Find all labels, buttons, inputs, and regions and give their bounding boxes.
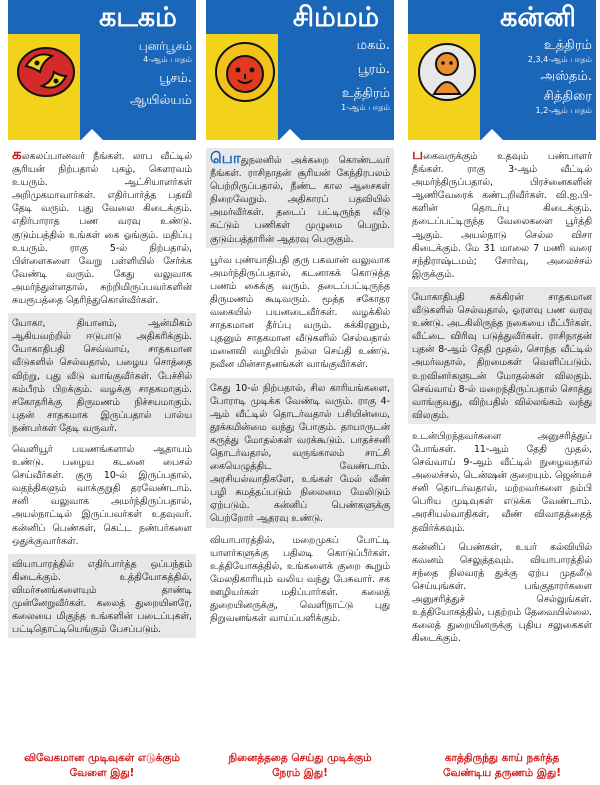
star-name: சித்திரை bbox=[543, 89, 592, 104]
drop-letter: பொ bbox=[210, 149, 241, 167]
rasi-title: சிம்மம் bbox=[292, 2, 380, 33]
star-name: மகம். bbox=[356, 38, 390, 53]
paragraph: பூர்வ புண்யாதிபதி குரு பகவான் வலுவாக அமர்ந்திருப்பதால், கடனாகக் கொடுத்த பணம் கைக்கு வரும். தடைப்பட்டிருந்த திருமணம் கூடிவரும். மூத்த சகோதர வகையில் பயனடைவீர்கள். வழக்கில் சாதகமான தீர்ப்பு வரும். சுக்கிரனும், புதனும் சாதகமான வீடுகளில் செல்வதால் மனைவி வழியில் நல்ல செய்தி உண்டு. நவீன மின்சாதனங்கள் வாங்குவீர்கள். bbox=[210, 254, 390, 371]
rasi-body bbox=[408, 140, 596, 645]
rasi-footer: விவேகமான முடிவுகள் எடுக்கும் வேளை இது! bbox=[24, 752, 180, 779]
paragraph: கேது 10-ல் நிற்பதால், சில காரியங்களை, போராடி முடிக்க வேண்டி வரும். ராகு 4-ஆம் வீட்டில் தொடர்வதால் பசியின்மை, தூக்கமின்மை வந்து போகும். தாயாருடன் கருத்து மோதல்கள் வரக்கூடும். பாதச்சனி தொடர்வதால், வருங்காலம் சாட்சி கையெழுத்திட வேண்டாம். அரசியல்வாதிகளே, உங்கள் மேல் வீண் பழி சுமத்தப்படும் நிலைமை மேலிடும் ஏற்படும். கன்னிப் பெண்களுக்கு பெற்றோர் ஆதரவு உண்டு. bbox=[206, 378, 394, 528]
rasi-header bbox=[206, 0, 394, 140]
drop-letter: ப bbox=[412, 145, 424, 163]
star-padam: 1,2-ஆம் பாதம் bbox=[535, 106, 592, 115]
rasi-footer: நினைத்ததை செய்து முடிக்கும் நேரம் இது! bbox=[228, 752, 372, 779]
rasi-body bbox=[206, 140, 394, 625]
paragraph: யோகாதிபதி சுக்கிரன் சாதகமான வீடுகளில் செல்வதால், ஓரளவு பண வரவு உண்டு. அடகிலிருந்த நகையை மீட்பீர்கள். வீட்டை விரிவு படுத்துவீர்கள். ராசிநாதன் புதன் 8-ஆம் தேதி முதல், சொந்த வீட்டில் அமர்வதால், திறமைகள் வெளிப்படும். உறவினர்களுடன் மோதல்கள் விலகும். செவ்வாய் 8-ல் மறைந்திருப்பதால் சொத்து வாங்குவது, விற்பதில் வில்லங்கம் வந்து விலகும். bbox=[408, 287, 596, 424]
star-name: ஆயில்யம் bbox=[129, 93, 192, 108]
crab-icon bbox=[12, 36, 82, 106]
star-name: உத்திரம் bbox=[543, 38, 592, 53]
star-name: புனர்பூசம் bbox=[138, 39, 192, 53]
star-padam: 4-ஆம் பாதம் bbox=[143, 55, 192, 64]
star-name: பூசம். bbox=[159, 71, 192, 86]
rasi-column-simmam bbox=[206, 0, 394, 785]
star-name: உத்திரம் bbox=[341, 86, 390, 101]
paragraph: வெளியூர் பயணங்களால் ஆதாயம் உண்டு. பழைய கடனை பைசல் செய்வீர்கள். குரு 10-ல் இருப்பதால், வதந்திகளும் வாக்குறுதி தரவேண்டாம். சனி வலுவாக அமர்ந்திருப்பதால், அயல்நாட்டில் இருப்பவர்கள் உதவுவர். கன்னிப் பெண்கள், கெட்ட நண்பர்களை ஒதுக்குவார்கள். bbox=[12, 443, 192, 547]
virgo-icon bbox=[412, 36, 482, 106]
drop-letter: க bbox=[12, 145, 22, 163]
paragraph: பகைவருக்கும் உதவும் பண்பாளர் நீங்கள். ராகு 3-ஆம் வீட்டில் அமர்ந்திருப்பதால், பிரச்னைகளின் ஆணிவேரைக் கண்டறிவீர்கள். வி.ஐ.பி-களின் தொடர்பு கிடைக்கும். தடைப்பட்டிருந்த வேலைகளை பூர்த்தி ஆகும். அயல்நாடு செல்ல விசா கிடைக்கும். மே 31 மாலை 7 மணி வரை சந்திராஷ்டமம்; சோர்வு, அலைச்சல் இருக்கும். bbox=[412, 145, 592, 280]
star-padam: 2,3,4-ஆம் பாதம் bbox=[527, 55, 592, 64]
rasi-body bbox=[8, 140, 196, 638]
star-name: பூரம். bbox=[357, 62, 390, 77]
rasi-footer: காத்திருந்து காய் நகர்த்த வேண்டிய தருணம் இது! bbox=[442, 752, 562, 779]
rasi-column-kadagam bbox=[8, 0, 196, 785]
paragraph: வியாபாரத்தில், மறைமுகப் போட்டி யாளர்களுக்கு பதிலடி கொடுப்பீர்கள். உத்தியோகத்தில், உங்களைக் குறை கூறும் மேலதிகாரியும் வலிய வந்து பேசுவார். சக ஊழியர்கள் மதிப்பார்கள். கலைத் துறையினருக்கு, வெளிநாட்டு புது நிறுவனங்கள் வாய்ப்பளிக்கும். bbox=[210, 534, 390, 625]
star-name: அஸ்தம். bbox=[540, 69, 592, 84]
star-padam: 1-ஆம் பாதம் bbox=[341, 103, 390, 112]
rasi-header bbox=[8, 0, 196, 140]
paragraph: கன்னிப் பெண்கள், உயர் கல்வியில் கவனம் செலுத்தவும். வியாபாரத்தில் சந்தை நிலவரத் துக்கு ஏற்ப முதலீடு செய்யுங்கள். பங்குதாரர்களை அனுசரித்துச் செல்லுங்கள். உத்தியோகத்தில், பதற்றம் தேவையில்லை. கலைத் துறையினருக்கு புதிய சலுகைகள் கிடைக்கும். bbox=[412, 541, 592, 645]
rasi-title: கன்னி bbox=[500, 2, 576, 33]
rasi-column-kanni bbox=[408, 0, 596, 785]
rasi-header bbox=[408, 0, 596, 140]
lion-icon bbox=[210, 36, 280, 106]
paragraph: கலகலப்பானவர் நீங்கள். லாப வீட்டில் சூரியன் நிற்பதால் புகழ், கௌரவம் உயரும். ஆட்சியாளர்கள் அறிமுகமாவார்கள். எதிர்பார்த்த பதவி தேடி வரும். புது வேலை கிடைக்கும். எதிர்பாராத பண வரவு உண்டு. குடும்பத்தில் உங்கள் கை ஓங்கும். மதிப்பு உயரும். ராகு 5-ல் நிற்பதால், பிள்ளைகளை வேறு பள்ளியில் சேர்க்க வேண்டி வரும். கேது வலுவாக அமர்ந்துள்ளதால், சுற்றிமிருப்பவர்களின் சுயரூபத்தை தெரிந்துகொள்வீர்கள். bbox=[12, 145, 192, 307]
paragraph: உடன்பிறந்தவர்களை அனுசரித்துப் போங்கள். 11-ஆம் தேதி முதல், செவ்வாய் 9-ஆம் வீட்டில் நுழைவதால் அலைச்சல், டென்ஷன் குறையும். ஜென்மச் சனி தொடர்வதால், மற்றவர்களை நம்பி பெரிய முடிவுகள் எடுக்க வேண்டாம். அரசியல்வாதிகள், வீண் விவாதத்தைத் தவிர்க்கவும். bbox=[412, 430, 592, 534]
paragraph: பொதுநலனில் அக்கறை கொண்டவர் நீங்கள். ராசிநாதன் சூரியன் கேந்திரபலம் பெற்றிருப்பதால், நீண்ட கால ஆசைகள் நிறைவேறும். அதிகாரப் பதவியில் அமர்வீர்கள். தடைப் பட்டிருந்த வீடு கட்டும் பணிகள் முழுமை பெறும். குடும்பத்தாரின் ஆதரவு பெருகும். bbox=[206, 148, 394, 248]
paragraph: யோகா, தியானம், ஆன்மிகம் ஆகியவற்றில் ஈடுபாடு அதிகரிக்கும். யோகாதிபதி செவ்வாய், சாதகமான வீடுகளில் செல்வதால், பழைய சொத்தை விற்று, புது வீடு வாங்குவீர்கள். பேச்சில் கம்பீரம் பிறக்கும். வழக்கு சாதகமாகும். சகோதரிக்கு திருமணம் நிச்சயமாகும். புதன் சாதகமாக இருப்பதால் பால்ய நண்பர்கள் தேடி வருவர். bbox=[8, 313, 196, 437]
paragraph: வியாபாரத்தில் எதிர்பார்த்த ஒப்பந்தம் கிடைக்கும். உத்தியோகத்தில், விமர்சனங்களையும் தாண்டி முன்னேறுவீர்கள். கலைத் துறையினரே, கலையை மிகுந்த உங்களின் படைப்புகள், பட்டிதொட்டியெங்கும் பேசப்படும். bbox=[8, 554, 196, 639]
rasi-title: கடகம் bbox=[99, 2, 177, 33]
